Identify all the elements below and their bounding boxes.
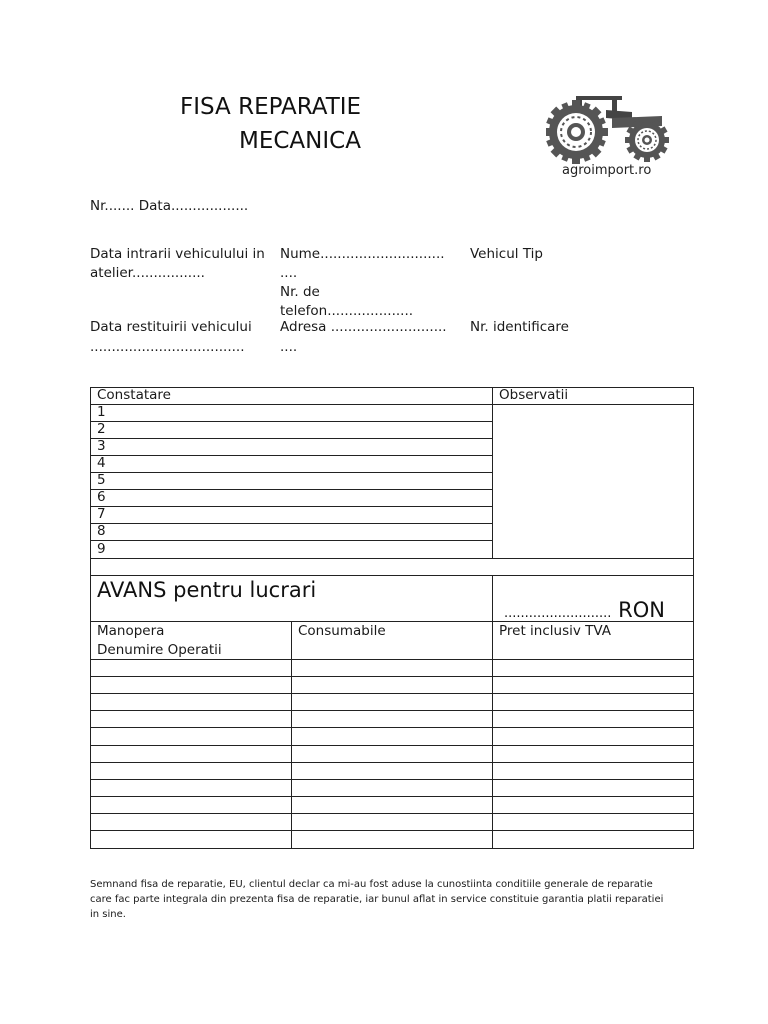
avans-label: AVANS pentru lucrari	[97, 578, 317, 602]
nume-field: Nume.............................	[280, 246, 445, 262]
constatare-row-8: 8	[97, 523, 106, 539]
constatare-row-3: 3	[97, 438, 106, 454]
footer-line-3: in sine.	[90, 909, 126, 920]
telefon-field: telefon....................	[280, 303, 414, 319]
avans-amount-dots: ..........................	[504, 606, 612, 621]
tractor-gear-icon	[546, 92, 670, 164]
logo	[546, 92, 670, 182]
data-restituirii-label: Data restituirii vehicului	[90, 319, 252, 335]
footer-line-1: Semnand fisa de reparatie, EU, clientul declar ca mi-au fost aduse la cunostiinta conditiile generale de reparatie	[90, 879, 653, 890]
currency-label: RON	[618, 598, 665, 622]
constatare-row-9: 9	[97, 541, 106, 557]
col-denumire-operatii-header: Denumire Operatii	[97, 642, 222, 658]
page-title-line1: FISA REPARATIE	[180, 94, 362, 120]
page-title-line2: MECANICA	[239, 128, 361, 154]
constatare-row-5: 5	[97, 472, 106, 488]
nr-identificare-label: Nr. identificare	[470, 319, 569, 335]
col-pret-header: Pret inclusiv TVA	[499, 623, 612, 639]
footer-line-2: care fac parte integrala din prezenta fisa de reparatie, iar bunul aflat in service constituie garantia platii reparatiei	[90, 894, 664, 905]
col-observatii-header: Observatii	[499, 387, 569, 403]
constatare-row-2: 2	[97, 421, 106, 437]
nr-data-field: Nr....... Data..................	[90, 198, 249, 214]
footer-declaration	[90, 877, 700, 922]
adresa-field-cont: ....	[280, 339, 298, 355]
col-manopera-header: Manopera	[97, 623, 165, 639]
data-intrarii-dots: atelier.................	[90, 265, 205, 281]
nume-field-cont: ....	[280, 265, 298, 281]
col-consumabile-header: Consumabile	[298, 623, 386, 639]
col-constatare-header: Constatare	[97, 387, 171, 403]
data-intrarii-label: Data intrarii vehiculului in	[90, 246, 265, 262]
logo-text: agroimport.ro	[562, 163, 652, 178]
constatare-row-6: 6	[97, 489, 106, 505]
constatare-row-7: 7	[97, 506, 106, 522]
adresa-field: Adresa ...........................	[280, 319, 447, 335]
vehicul-tip-label: Vehicul Tip	[470, 246, 543, 262]
data-restituirii-dots: ....................................	[90, 339, 245, 355]
telefon-label: Nr. de	[280, 284, 320, 300]
constatare-row-4: 4	[97, 455, 106, 471]
constatare-row-1: 1	[97, 404, 106, 420]
